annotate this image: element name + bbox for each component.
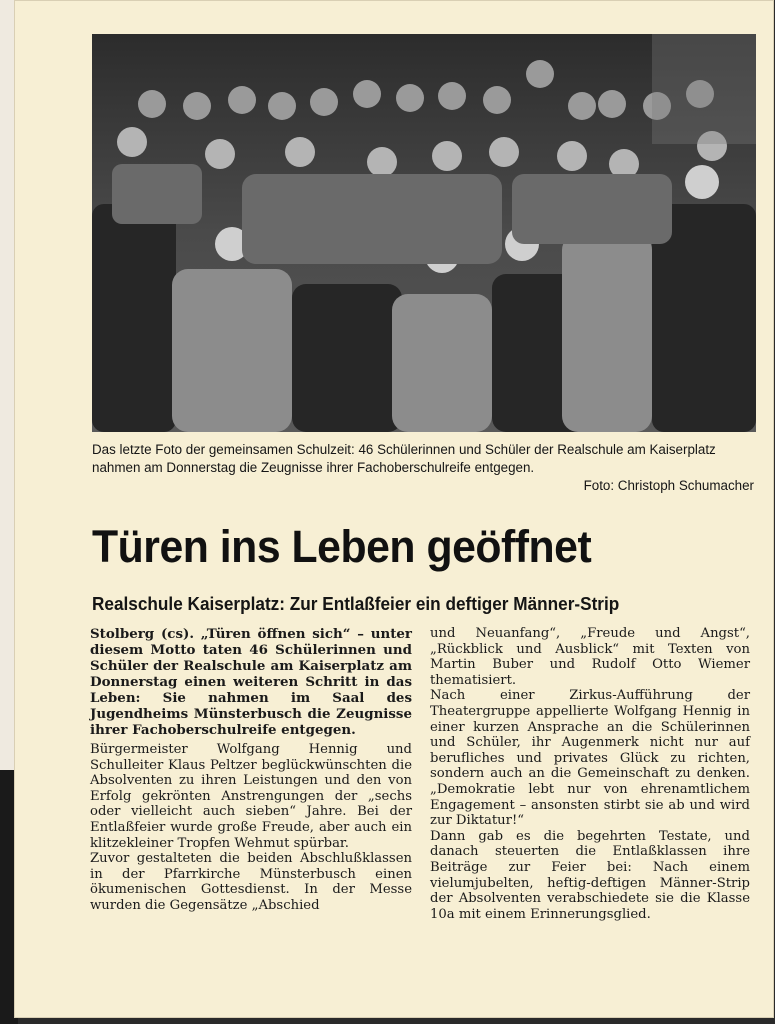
article-paragraph: Bürgermeister Wolfgang Hennig und Schulleiter Klaus Peltzer beglückwünschten die Absolventen zu ihren Leistungen und den von Erfolg gekrönten Anstrengungen der „sechs oder vielleicht auch sieben“ Jahre. Bei der Entlaßfeier wurde große Freude, aber auch ein klitzekleiner Tropfen Wehmut spürbar. xyxy=(90,742,412,851)
photo-caption xyxy=(92,441,760,495)
group-photo-icon xyxy=(92,34,756,432)
article-paragraph: Zuvor gestalteten die beiden Abschlußklassen in der Pfarrkirche Münsterbusch einen ökumenischen Gottesdienst. In der Messe wurden die Gegensätze „Abschied xyxy=(90,851,412,913)
article-paragraph: Dann gab es die begehrten Testate, und danach steuerten die Entlaßklassen ihre Beiträge zur Feier bei: Nach einem vielumjubelten, heftig-deftigen Männer-Strip der Absolventen verabschiedete sie die Klasse 10a mit einem Erinnerungsglied. xyxy=(430,828,750,922)
article-lead: Stolberg (cs). „Türen öffnen sich“ – unter diesem Motto taten 46 Schülerinnen und Schüler der Realschule am Kaiserplatz am Donnerstag einen weiteren Schritt in das Leben: Sie nahmen im Saal des Jugendheims Münsterbusch die Zeugnisse ihrer Fachoberschulreife entgegen. xyxy=(90,626,412,738)
group-photo xyxy=(92,34,756,432)
article-paragraph: und Neuanfang“, „Freude und Angst“, „Rückblick und Ausblick“ mit Texten von Martin Buber und Rudolf Otto Wiemer thematisiert. xyxy=(430,626,750,688)
article-headline: Türen ins Leben geöffnet xyxy=(92,521,592,572)
article-paragraph: Nach einer Zirkus-Aufführung der Theatergruppe appellierte Wolfgang Hennig in einer kurzen Ansprache an die Schülerinnen und Schüler, ihr Augenmerk nicht nur auf berufliches und privates Glück zu richten, sondern auch an die Gemeinschaft zu denken. „Demokratie lebt nur von ehrenamtlichem Engagement – ansonsten stirbt sie ab und wird zur Diktatur!“ xyxy=(430,688,750,829)
caption-text: Das letzte Foto der gemeinsamen Schulzeit: 46 Schülerinnen und Schüler der Realschule am Kaiserplatz nahmen am Donnerstag die Zeugnisse ihrer Fachoberschulreife entgegen. xyxy=(92,442,716,475)
article-subheadline: Realschule Kaiserplatz: Zur Entlaßfeier ein deftiger Männer-Strip xyxy=(92,594,620,614)
article-column-right xyxy=(430,626,750,922)
article-column-left xyxy=(90,626,412,914)
photo-credit: Foto: Christoph Schumacher xyxy=(583,478,754,493)
